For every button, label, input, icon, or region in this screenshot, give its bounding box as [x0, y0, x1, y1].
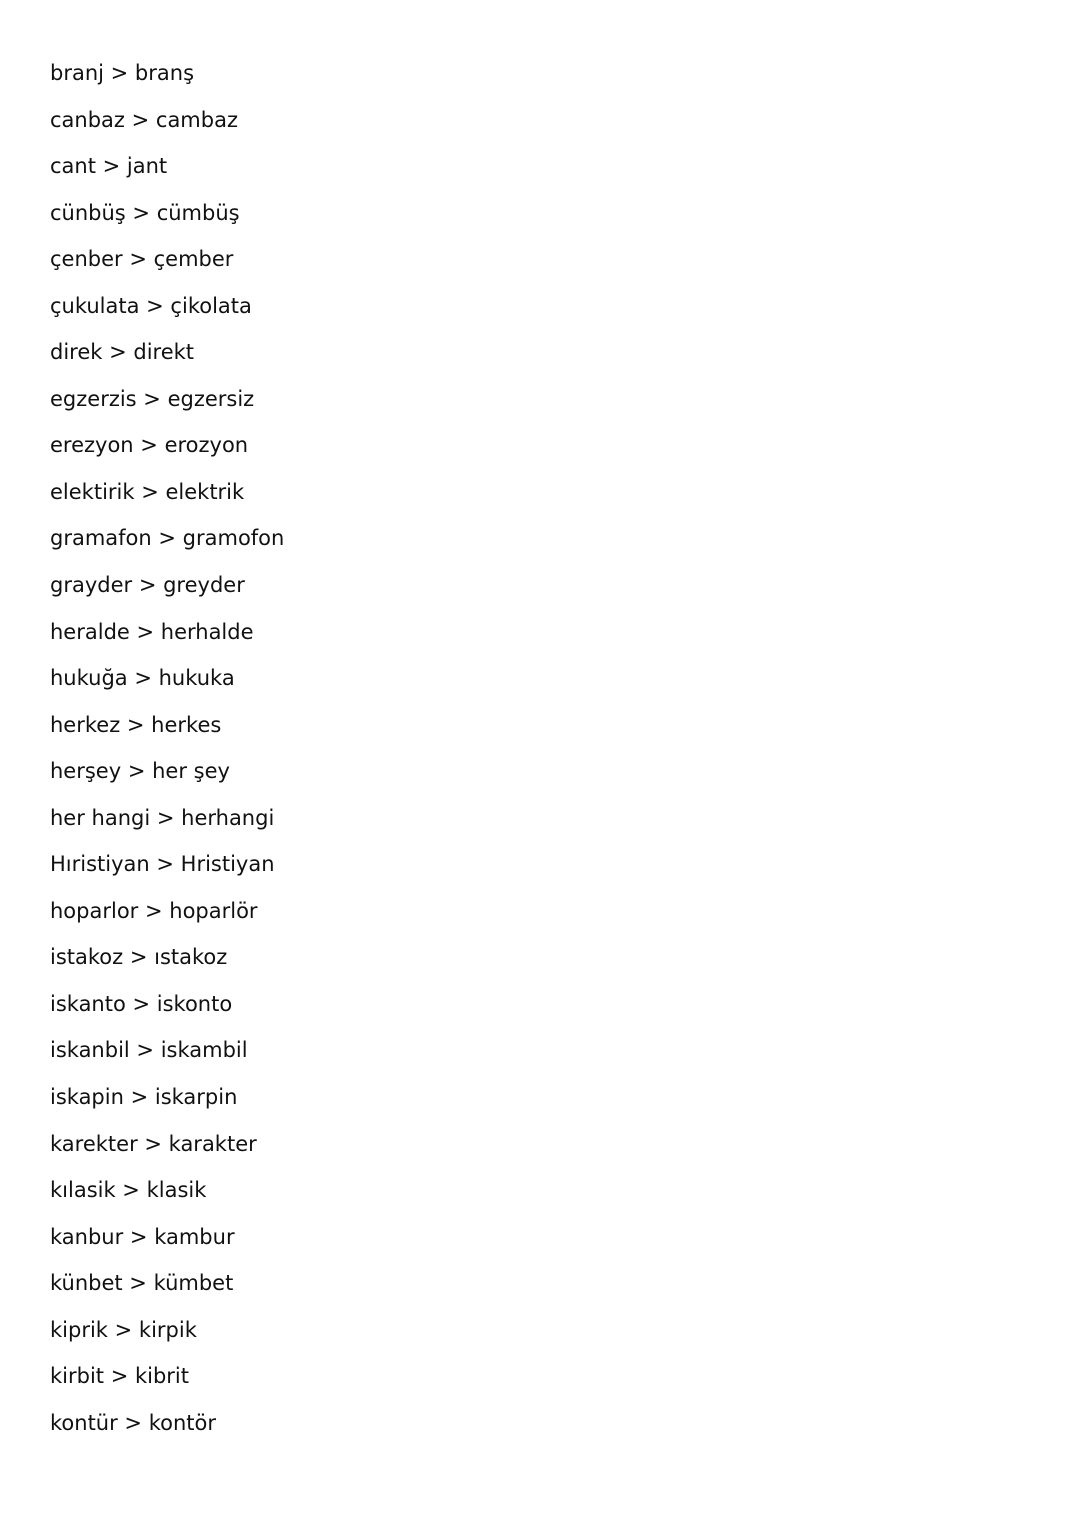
list-item: istakoz > ıstakoz	[50, 945, 228, 970]
list-item: erezyon > erozyon	[50, 433, 249, 458]
list-item: grayder > greyder	[50, 573, 245, 598]
list-item: çenber > çember	[50, 247, 234, 272]
list-item: kontür > kontör	[50, 1410, 216, 1435]
list-item: iskanbil > iskambil	[50, 1038, 248, 1063]
list-item: çukulata > çikolata	[50, 293, 252, 318]
list-item: heralde > herhalde	[50, 619, 254, 644]
list-item: herkez > herkes	[50, 712, 222, 737]
list-item: hoparlor > hoparlör	[50, 898, 258, 923]
list-item: Hıristiyan > Hristiyan	[50, 852, 275, 877]
list-item: cant > jant	[50, 154, 168, 179]
list-item: gramafon > gramofon	[50, 526, 285, 551]
list-item: künbet > kümbet	[50, 1271, 234, 1296]
list-item: karekter > karakter	[50, 1131, 257, 1156]
list-item: her hangi > herhangi	[50, 805, 275, 830]
list-item: herşey > her şey	[50, 759, 230, 784]
list-item: kiprik > kirpik	[50, 1317, 197, 1342]
list-item: iskanto > iskonto	[50, 991, 233, 1016]
word-list	[50, 54, 1030, 1450]
list-item: kirbit > kibrit	[50, 1364, 190, 1389]
list-item: cünbüş > cümbüş	[50, 200, 240, 225]
list-item: kılasik > klasik	[50, 1178, 207, 1203]
list-item: hukuğa > hukuka	[50, 666, 235, 691]
list-item: kanbur > kambur	[50, 1224, 235, 1249]
list-item: canbaz > cambaz	[50, 107, 238, 132]
list-item: branj > branş	[50, 61, 195, 85]
list-item: iskapin > iskarpin	[50, 1085, 238, 1110]
list-item: elektirik > elektrik	[50, 479, 245, 504]
list-item: egzerzis > egzersiz	[50, 386, 255, 411]
list-item: direk > direkt	[50, 340, 195, 365]
